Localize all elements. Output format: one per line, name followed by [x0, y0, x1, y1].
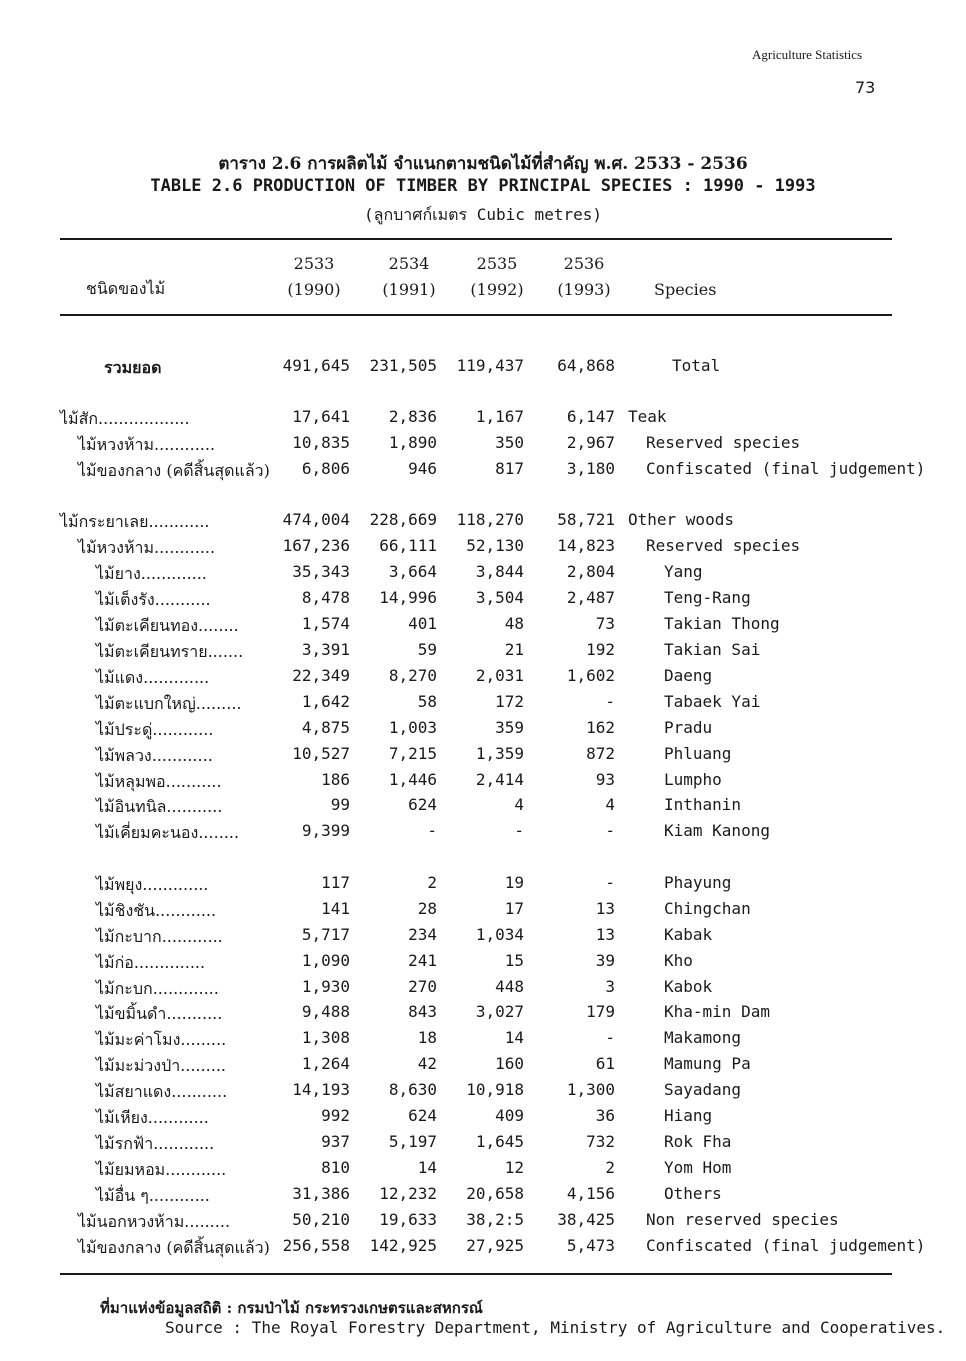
row-species: Tabaek Yai — [664, 692, 761, 711]
cell-value: 13 — [595, 925, 615, 944]
cell-value: 4 — [514, 795, 524, 814]
cell-value: 359 — [495, 718, 524, 737]
cell-value: 172 — [495, 692, 524, 711]
cell-value: 1,090 — [301, 951, 350, 970]
row-label: ไม้พลวง............ — [96, 746, 213, 765]
cell-value: 624 — [408, 795, 437, 814]
row-species: Kho — [664, 951, 693, 970]
table-title-thai: ตาราง 2.6 การผลิตไม้ จำแนกตามชนิดไม้ที่สำคัญ พ.ศ. 2533 - 2536 — [218, 154, 748, 174]
cell-value: 1,890 — [388, 433, 437, 452]
cell-value: 8,630 — [388, 1080, 437, 1099]
table-row — [0, 536, 966, 562]
cell-value: 12 — [504, 1158, 524, 1177]
row-label: ไม้ของกลาง (คดีสิ้นสุดแล้ว) — [78, 461, 270, 480]
cell-value: 61 — [595, 1054, 615, 1073]
cell-value: 8,478 — [301, 588, 350, 607]
cell-value: 1,602 — [566, 666, 615, 685]
cell-value: 2 — [427, 873, 437, 892]
row-species: Daeng — [664, 666, 713, 685]
cell-value: 3,504 — [475, 588, 524, 607]
cell-value: 1,574 — [301, 614, 350, 633]
cell-value: 6,806 — [301, 459, 350, 478]
table-row — [0, 692, 966, 718]
cell-value: 66,111 — [379, 536, 437, 555]
cell-value: 22,349 — [292, 666, 350, 685]
cell-value: 8,270 — [388, 666, 437, 685]
cell-value: 4,156 — [566, 1184, 615, 1203]
cell-value: 39 — [595, 951, 615, 970]
row-label: ไม้นอกหวงห้าม......... — [78, 1212, 231, 1231]
column-header-year-ad: (1992) — [470, 280, 524, 299]
table-row — [0, 1028, 966, 1054]
cell-value: 946 — [408, 459, 437, 478]
row-label: ไม้พยุง............. — [96, 875, 209, 894]
cell-value: 14,996 — [379, 588, 437, 607]
column-header-year-ad: (1991) — [382, 280, 436, 299]
cell-value: 9,399 — [301, 821, 350, 840]
row-label: ไม้ประดู่............ — [96, 720, 214, 739]
cell-value: - — [514, 821, 524, 840]
cell-value: 162 — [586, 718, 615, 737]
column-header-year-be: 2534 — [388, 254, 430, 273]
table-row — [0, 1054, 966, 1080]
cell-value: 1,930 — [301, 977, 350, 996]
cell-value: 93 — [595, 770, 615, 789]
row-label: ไม้ก่อ.............. — [96, 953, 206, 972]
row-label: ไม้ยาง............. — [96, 564, 207, 583]
row-species: Takian Thong — [664, 614, 780, 633]
cell-value: 118,270 — [456, 510, 524, 529]
table-row — [0, 407, 966, 433]
cell-value: 810 — [321, 1158, 350, 1177]
table-row — [0, 588, 966, 614]
row-species: Kabok — [664, 977, 713, 996]
cell-value: 270 — [408, 977, 437, 996]
column-header-year-ad: (1990) — [287, 280, 341, 299]
row-label: ไม้อื่น ๆ............ — [96, 1186, 210, 1205]
row-label: ไม้หลุมพอ........... — [96, 772, 222, 791]
row-species: Others — [664, 1184, 722, 1203]
cell-value: 5,197 — [388, 1132, 437, 1151]
cell-value: 73 — [595, 614, 615, 633]
cell-value: 1,642 — [301, 692, 350, 711]
cell-value: 2,836 — [388, 407, 437, 426]
row-species: Yang — [664, 562, 703, 581]
row-label: ไม้เต็งรัง........... — [96, 590, 211, 609]
cell-value: 14,193 — [292, 1080, 350, 1099]
row-species: Sayadang — [664, 1080, 742, 1099]
cell-value: 1,264 — [301, 1054, 350, 1073]
cell-value: 1,645 — [475, 1132, 524, 1151]
column-header-year-be: 2536 — [563, 254, 605, 273]
row-label: ไม้สัก.................. — [60, 409, 190, 428]
row-species: Yom Hom — [664, 1158, 732, 1177]
cell-value: 1,003 — [388, 718, 437, 737]
row-species: Hiang — [664, 1106, 713, 1125]
row-species: Teak — [628, 407, 667, 426]
table-row — [0, 925, 966, 951]
cell-value: 10,527 — [292, 744, 350, 763]
cell-value: 192 — [586, 640, 615, 659]
cell-value: 409 — [495, 1106, 524, 1125]
cell-value: 231,505 — [369, 356, 437, 375]
table-row — [0, 795, 966, 821]
cell-value: - — [605, 873, 615, 892]
cell-value: 167,236 — [282, 536, 350, 555]
row-label: ไม้ตะแบกใหญ่......... — [96, 694, 242, 713]
cell-value: 142,925 — [369, 1236, 437, 1255]
cell-value: 36 — [595, 1106, 615, 1125]
cell-value: 14 — [504, 1028, 524, 1047]
cell-value: 3,844 — [475, 562, 524, 581]
cell-value: 3,027 — [475, 1002, 524, 1021]
row-species: Lumpho — [664, 770, 722, 789]
cell-value: - — [427, 821, 437, 840]
row-species: Chingchan — [664, 899, 751, 918]
table-row — [0, 1132, 966, 1158]
cell-value: 117 — [321, 873, 350, 892]
cell-value: 732 — [586, 1132, 615, 1151]
cell-value: 12,232 — [379, 1184, 437, 1203]
cell-value: 18 — [417, 1028, 437, 1047]
cell-value: 10,918 — [466, 1080, 524, 1099]
table-unit: (ลูกบาศก์เมตร Cubic metres) — [364, 205, 602, 224]
cell-value: 491,645 — [282, 356, 350, 375]
cell-value: 5,473 — [566, 1236, 615, 1255]
row-label: ไม้ขมิ้นดำ........... — [96, 1004, 223, 1023]
column-header-year-be: 2533 — [293, 254, 335, 273]
row-species: Kha-min Dam — [664, 1002, 770, 1021]
cell-value: 28 — [417, 899, 437, 918]
column-header-year-be: 2535 — [476, 254, 518, 273]
cell-value: 401 — [408, 614, 437, 633]
cell-value: 5,717 — [301, 925, 350, 944]
row-species: Takian Sai — [664, 640, 761, 659]
table-row — [0, 770, 966, 796]
cell-value: 27,925 — [466, 1236, 524, 1255]
cell-value: 99 — [330, 795, 350, 814]
cell-value: 38,2:5 — [466, 1210, 524, 1229]
row-species: Mamung Pa — [664, 1054, 751, 1073]
table-row — [0, 873, 966, 899]
row-species: Other woods — [628, 510, 734, 529]
cell-value: 10,835 — [292, 433, 350, 452]
cell-value: 843 — [408, 1002, 437, 1021]
cell-value: 1,308 — [301, 1028, 350, 1047]
row-label: รวมยอด — [104, 358, 162, 377]
row-species: Teng-Rang — [664, 588, 751, 607]
row-label: ไม้มะม่วงป่า......... — [96, 1056, 226, 1075]
cell-value: 186 — [321, 770, 350, 789]
cell-value: 141 — [321, 899, 350, 918]
cell-value: 160 — [495, 1054, 524, 1073]
cell-value: 52,130 — [466, 536, 524, 555]
cell-value: 19 — [504, 873, 524, 892]
row-label: ไม้แดง............. — [96, 668, 210, 687]
cell-value: 19,633 — [379, 1210, 437, 1229]
cell-value: 2 — [605, 1158, 615, 1177]
cell-value: 35,343 — [292, 562, 350, 581]
cell-value: 2,804 — [566, 562, 615, 581]
row-species: Confiscated (final judgement) — [646, 1236, 926, 1255]
cell-value: 1,300 — [566, 1080, 615, 1099]
table-row — [0, 977, 966, 1003]
table-row — [0, 1106, 966, 1132]
row-label: ไม้ยมหอม............ — [96, 1160, 227, 1179]
table-row — [0, 899, 966, 925]
cell-value: 3,664 — [388, 562, 437, 581]
species-column-header: Species — [654, 280, 717, 299]
source-note-english: Source : The Royal Forestry Department, Ministry of Agriculture and Cooperatives. — [165, 1318, 946, 1337]
cell-value: 38,425 — [557, 1210, 615, 1229]
row-label: ไม้รกฟ้า............ — [96, 1134, 215, 1153]
row-label: ไม้ชิงชัน............ — [96, 901, 217, 920]
row-label: ไม้ของกลาง (คดีสิ้นสุดแล้ว) — [78, 1238, 270, 1257]
table-bottom-rule — [60, 1273, 892, 1275]
table-row — [0, 821, 966, 847]
cell-value: 624 — [408, 1106, 437, 1125]
table-row — [0, 666, 966, 692]
cell-value: 1,034 — [475, 925, 524, 944]
cell-value: 228,669 — [369, 510, 437, 529]
table-top-rule — [60, 238, 892, 240]
row-species: Reserved species — [646, 536, 801, 555]
table-row — [0, 1002, 966, 1028]
cell-value: 474,004 — [282, 510, 350, 529]
row-label: ไม้กะบาก............ — [96, 927, 223, 946]
table-row — [0, 614, 966, 640]
column-header-year-ad: (1993) — [557, 280, 611, 299]
row-species: Kiam Kanong — [664, 821, 770, 840]
cell-value: 50,210 — [292, 1210, 350, 1229]
row-label: ไม้มะค่าโมง......... — [96, 1030, 227, 1049]
cell-value: 350 — [495, 433, 524, 452]
row-label: ไม้หวงห้าม............ — [78, 538, 216, 557]
table-row — [0, 744, 966, 770]
cell-value: 119,437 — [456, 356, 524, 375]
cell-value: 2,414 — [475, 770, 524, 789]
row-species: Confiscated (final judgement) — [646, 459, 926, 478]
cell-value: 58,721 — [557, 510, 615, 529]
cell-value: 3,180 — [566, 459, 615, 478]
table-row — [0, 1158, 966, 1184]
cell-value: 256,558 — [282, 1236, 350, 1255]
row-species: Pradu — [664, 718, 713, 737]
row-species: Reserved species — [646, 433, 801, 452]
cell-value: 2,967 — [566, 433, 615, 452]
cell-value: 3,391 — [301, 640, 350, 659]
row-label: ไม้ตะเคียนทอง........ — [96, 616, 239, 635]
cell-value: - — [605, 692, 615, 711]
table-row — [0, 459, 966, 485]
row-label: ไม้ตะเคียนทราย....... — [96, 642, 244, 661]
table-header-rule — [60, 314, 892, 316]
row-species: Rok Fha — [664, 1132, 732, 1151]
cell-value: 179 — [586, 1002, 615, 1021]
running-head: Agriculture Statistics — [752, 47, 863, 62]
row-label: ไม้เหียง............ — [96, 1108, 209, 1127]
row-species: Kabak — [664, 925, 713, 944]
row-species: Makamong — [664, 1028, 742, 1047]
cell-value: 64,868 — [557, 356, 615, 375]
cell-value: - — [605, 821, 615, 840]
table-row — [0, 562, 966, 588]
cell-value: 9,488 — [301, 1002, 350, 1021]
table-row — [0, 1210, 966, 1236]
cell-value: 4 — [605, 795, 615, 814]
row-species: Total — [672, 356, 721, 375]
cell-value: 15 — [504, 951, 524, 970]
cell-value: 992 — [321, 1106, 350, 1125]
table-row — [0, 718, 966, 744]
cell-value: 241 — [408, 951, 437, 970]
cell-value: 937 — [321, 1132, 350, 1151]
table-row — [0, 433, 966, 459]
label-column-header: ชนิดของไม้ — [86, 279, 166, 298]
row-label: ไม้อินทนิล........... — [96, 797, 223, 816]
row-species: Non reserved species — [646, 1210, 839, 1229]
cell-value: 1,446 — [388, 770, 437, 789]
table-row — [0, 510, 966, 536]
cell-value: 59 — [417, 640, 437, 659]
row-species: Phluang — [664, 744, 732, 763]
cell-value: 20,658 — [466, 1184, 524, 1203]
table-row — [0, 1184, 966, 1210]
cell-value: 21 — [504, 640, 524, 659]
cell-value: 1,359 — [475, 744, 524, 763]
cell-value: 17 — [504, 899, 524, 918]
cell-value: 17,641 — [292, 407, 350, 426]
row-species: Inthanin — [664, 795, 742, 814]
source-note-thai: ที่มาแห่งข้อมูลสถิติ : กรมป่าไม้ กระทรวงเกษตรและสหกรณ์ — [100, 1299, 483, 1317]
cell-value: 4,875 — [301, 718, 350, 737]
cell-value: 2,031 — [475, 666, 524, 685]
cell-value: 14 — [417, 1158, 437, 1177]
table-row — [0, 356, 966, 382]
cell-value: 1,167 — [475, 407, 524, 426]
row-label: ไม้กะบก............. — [96, 979, 219, 998]
cell-value: 13 — [595, 899, 615, 918]
cell-value: 31,386 — [292, 1184, 350, 1203]
cell-value: 7,215 — [388, 744, 437, 763]
row-species: Phayung — [664, 873, 732, 892]
cell-value: 42 — [417, 1054, 437, 1073]
cell-value: 872 — [586, 744, 615, 763]
cell-value: 448 — [495, 977, 524, 996]
cell-value: 48 — [504, 614, 524, 633]
row-label: ไม้เคี่ยมคะนอง........ — [96, 823, 240, 842]
row-label: ไม้สยาแดง........... — [96, 1082, 228, 1101]
page-number: 73 — [855, 78, 876, 97]
cell-value: 14,823 — [557, 536, 615, 555]
row-label: ไม้หวงห้าม............ — [78, 435, 216, 454]
cell-value: 2,487 — [566, 588, 615, 607]
table-row — [0, 640, 966, 666]
cell-value: - — [605, 1028, 615, 1047]
cell-value: 817 — [495, 459, 524, 478]
cell-value: 3 — [605, 977, 615, 996]
row-label: ไม้กระยาเลย............ — [60, 512, 210, 531]
cell-value: 234 — [408, 925, 437, 944]
table-title-english: TABLE 2.6 PRODUCTION OF TIMBER BY PRINCIPAL SPECIES : 1990 - 1993 — [150, 176, 816, 196]
table-row — [0, 1080, 966, 1106]
cell-value: 58 — [417, 692, 437, 711]
table-row — [0, 1236, 966, 1262]
cell-value: 6,147 — [566, 407, 615, 426]
table-row — [0, 951, 966, 977]
